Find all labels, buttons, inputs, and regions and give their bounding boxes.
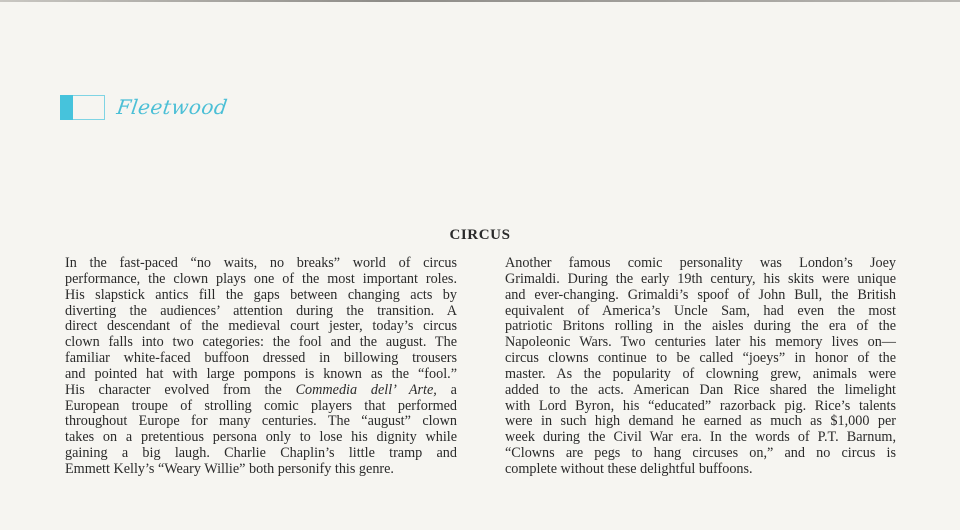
left-line: gaining a big laugh. Charlie Chaplin’s little tramp and [65, 445, 457, 462]
left-line: diverting the audiences’ attention during the transition. A [65, 302, 457, 319]
right-line: equivalent of America’s Uncle Sam, had even the most [505, 302, 896, 319]
right-line: Another famous comic personality was London’s Joey [505, 255, 896, 271]
right-line: Grimaldi. During the early 19th century, his skits were unique [505, 270, 896, 287]
logo-square-icon [60, 95, 73, 120]
logo-outline-box [73, 95, 105, 120]
left-line-with-italic [65, 383, 457, 399]
left-line-tail: a [436, 381, 457, 398]
right-line: complete without these delightful buffoons. [505, 460, 753, 477]
right-line: master. As the popularity of clowning grew, animals were [505, 365, 896, 382]
right-line: “Clowns are pegs to hang circuses on,” and no circus is [505, 445, 896, 462]
italic-phrase: Commedia dell’ Arte, [295, 381, 437, 398]
right-line: week during the Civil War era. In the words of P.T. Barnum, [505, 429, 896, 446]
left-line: His slapstick antics fill the gaps between changing acts by [65, 286, 457, 303]
left-line: performance, the clown plays one of the most important roles. [65, 270, 457, 287]
right-line: were in such high demand he earned as much as $1,000 per [505, 413, 896, 430]
right-line: and ever-changing. Grimaldi’s spoof of John Bull, the British [505, 286, 896, 303]
top-rule [0, 0, 960, 2]
left-line-head: His character evolved from the [65, 381, 296, 398]
left-line: direct descendant of the medieval court jester, today’s circus [65, 318, 457, 335]
left-line: In the fast-paced “no waits, no breaks” world of circus [65, 255, 457, 271]
article-title: CIRCUS [449, 227, 511, 243]
right-line: circus clowns continue to be called “joeys” in honor of the [505, 350, 896, 367]
left-line: European troupe of strolling comic players that performed [65, 397, 457, 414]
right-line: patriotic Britons rolling in the aisles during the era of the [505, 318, 896, 335]
left-line: familiar white-faced buffoon dressed in billowing trousers [65, 350, 457, 367]
logo-wordmark: Fleetwood [115, 95, 230, 119]
right-line: Napoleonic Wars. Two centuries later his memory lives on— [505, 334, 896, 351]
left-line: throughout Europe for many centuries. The “august” clown [65, 413, 457, 430]
right-line: with Lord Byron, his “educated” razorback pig. Rice’s talents [505, 397, 896, 414]
left-line: takes on a pretentious persona only to lose his dignity while [65, 429, 457, 446]
left-line: clown falls into two categories: the fool and the august. The [65, 334, 457, 351]
right-column [505, 256, 896, 478]
fleetwood-logo [60, 93, 228, 121]
left-line: Emmett Kelly’s “Weary Willie” both personify this genre. [65, 460, 394, 477]
right-line: added to the acts. American Dan Rice shared the limelight [505, 381, 896, 398]
left-column [65, 256, 457, 478]
left-line: and pointed hat with large pompons is known as the “fool.” [65, 365, 457, 382]
